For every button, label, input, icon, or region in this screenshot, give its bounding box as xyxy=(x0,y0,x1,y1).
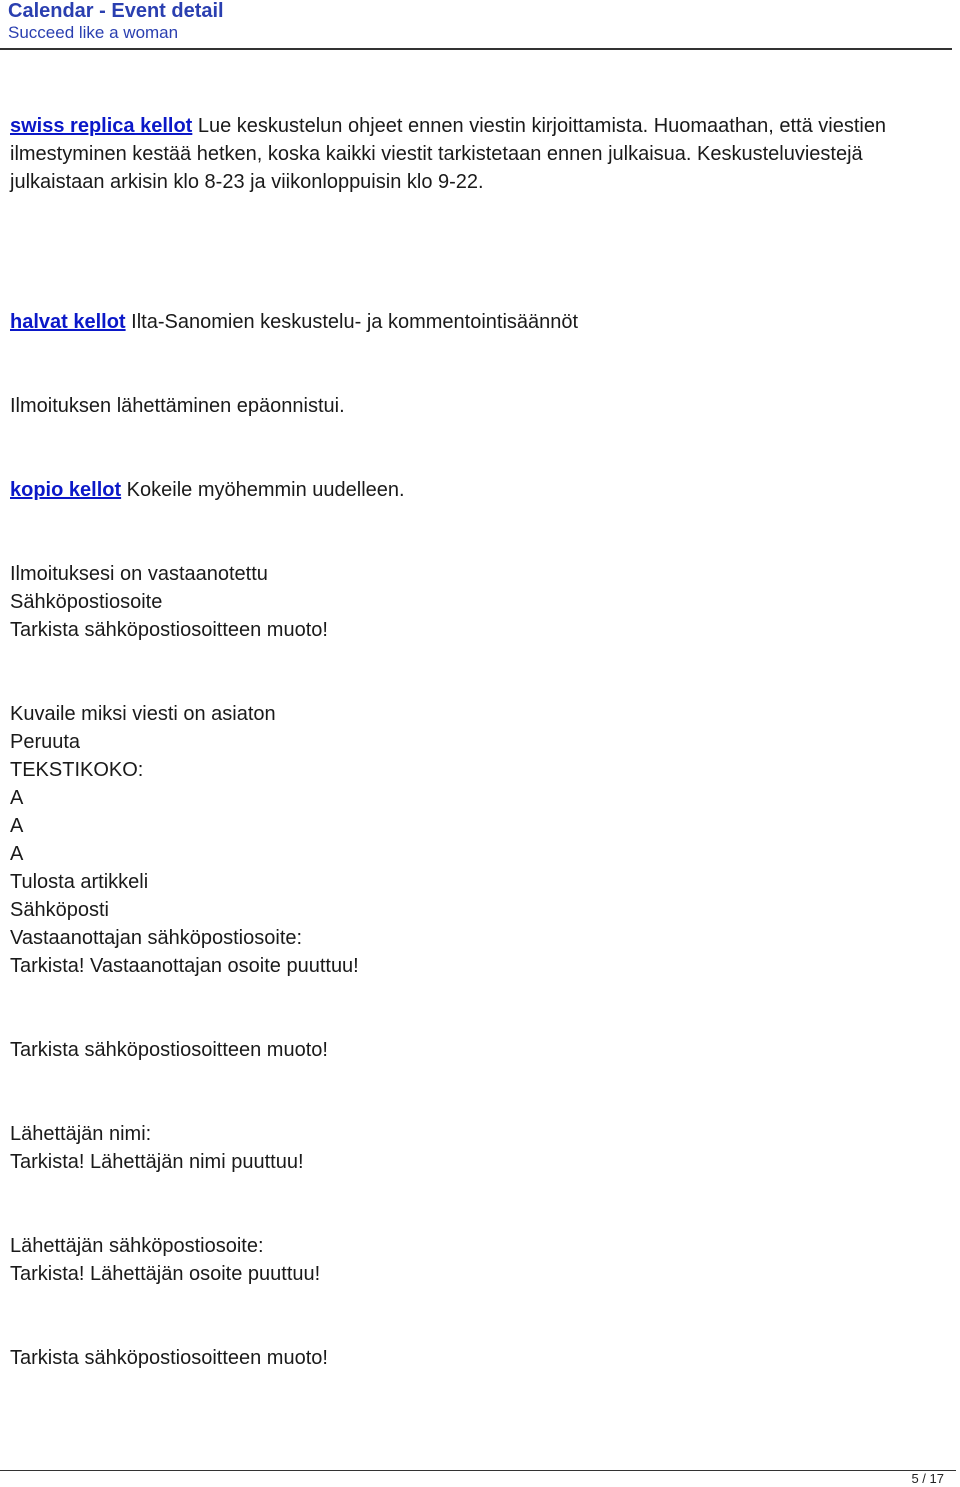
email-format-warning: Tarkista sähköpostiosoitteen muoto! xyxy=(10,619,328,641)
main-content xyxy=(10,112,940,1372)
rules-paragraph xyxy=(10,308,940,336)
retry-paragraph xyxy=(10,476,940,504)
sender-email-label: Lähettäjän sähköpostiosoite: xyxy=(10,1235,264,1257)
recipient-format-warning: Tarkista sähköpostiosoitteen muoto! xyxy=(10,1039,328,1061)
text-size-small[interactable]: A xyxy=(10,787,24,809)
page-number: 5 / 17 xyxy=(911,1471,944,1486)
page-header xyxy=(8,0,956,44)
recipient-email-label: Vastaanottajan sähköpostiosoite: xyxy=(10,927,303,949)
text-size-medium[interactable]: A xyxy=(10,815,24,837)
link-kopio-kellot[interactable]: kopio kellot xyxy=(10,479,122,501)
retry-text: Kokeile myöhemmin uudelleen. xyxy=(121,479,405,501)
page-subtitle: Succeed like a woman xyxy=(8,23,179,42)
page-title: Calendar - Event detail xyxy=(8,0,224,22)
rules-text: Ilta-Sanomien keskustelu- ja kommentointisäännöt xyxy=(125,311,579,333)
header-divider xyxy=(0,48,952,50)
sender-email-block xyxy=(10,1232,940,1288)
describe-reason-label: Kuvaile miksi viesti on asiaton xyxy=(10,703,276,725)
link-swiss-replica-kellot[interactable]: swiss replica kellot xyxy=(10,115,193,137)
intro-paragraph xyxy=(10,112,940,196)
sender-name-block xyxy=(10,1120,940,1176)
footer-divider xyxy=(0,1470,956,1471)
sender-name-warning: Tarkista! Lähettäjän nimi puuttuu! xyxy=(10,1151,304,1173)
cancel-link[interactable]: Peruuta xyxy=(10,731,81,753)
sender-email-warning: Tarkista! Lähettäjän osoite puuttuu! xyxy=(10,1263,321,1285)
print-article-link[interactable]: Tulosta artikkeli xyxy=(10,871,149,893)
email-link[interactable]: Sähköposti xyxy=(10,899,109,921)
text-size-large[interactable]: A xyxy=(10,843,24,865)
link-halvat-kellot[interactable]: halvat kellot xyxy=(10,311,126,333)
sender-name-label: Lähettäjän nimi: xyxy=(10,1123,152,1145)
error-message: Ilmoituksen lähettäminen epäonnistui. xyxy=(10,395,345,417)
report-received-block xyxy=(10,560,940,644)
report-received-text: Ilmoituksesi on vastaanotettu xyxy=(10,563,268,585)
sender-format-warning: Tarkista sähköpostiosoitteen muoto! xyxy=(10,1347,328,1369)
intro-text: Lue keskustelun ohjeet ennen viestin kirjoittamista. Huomaathan, että viestien ilmestyminen kestää hetken, koska kaikki viestit tarkistetaan ennen julkaisua. Keskusteluviestejä julkaistaan arkisin klo 8-23 ja viikonloppuisin klo 9-22. xyxy=(10,115,887,193)
report-form-block xyxy=(10,700,940,980)
email-address-label: Sähköpostiosoite xyxy=(10,591,163,613)
text-size-label: TEKSTIKOKO: xyxy=(10,759,144,781)
recipient-missing-warning: Tarkista! Vastaanottajan osoite puuttuu! xyxy=(10,955,359,977)
